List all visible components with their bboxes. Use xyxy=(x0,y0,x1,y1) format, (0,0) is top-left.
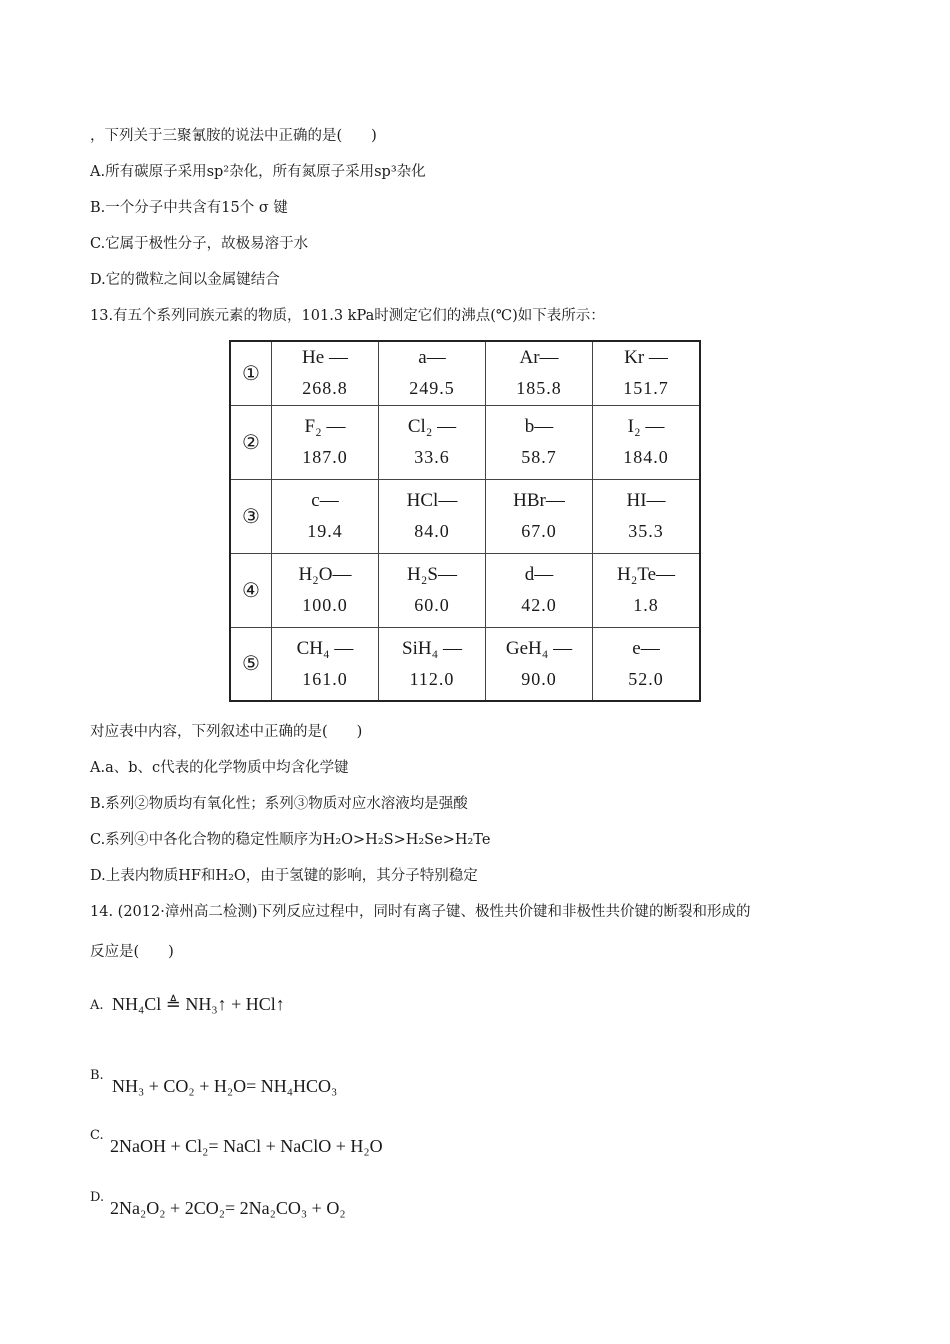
table-cell xyxy=(272,405,379,479)
table-cell xyxy=(593,405,701,479)
table-row xyxy=(230,479,700,553)
substance: SiH₄ — xyxy=(402,637,462,659)
substance: a— xyxy=(418,347,446,369)
table-cell xyxy=(272,553,379,627)
boiling-point: 100.0 xyxy=(302,595,348,615)
q14-equation-b: NH₃ + CO₂ + H₂O= NH₄HCO₃ xyxy=(112,1076,338,1096)
substance: F₂ — xyxy=(304,416,346,437)
boiling-point: 184.0 xyxy=(623,447,669,467)
table-row xyxy=(230,627,700,701)
q13-after-table: 对应表中内容，下列叙述中正确的是( ) xyxy=(90,724,363,740)
substance: HI— xyxy=(626,490,666,511)
boiling-point-table xyxy=(229,340,701,702)
substance: I₂ — xyxy=(627,416,665,437)
table-row xyxy=(230,341,700,405)
substance: Ar— xyxy=(519,347,559,369)
boiling-point: 268.8 xyxy=(302,378,348,399)
table-cell xyxy=(272,479,379,553)
boiling-point: 187.0 xyxy=(302,447,348,467)
boiling-point: 1.8 xyxy=(633,595,659,615)
q14-stem-line1: 14. (2012·漳州高二检测)下列反应过程中，同时有离子键、极性共价键和非极性共价键的断裂和形成的 xyxy=(90,904,751,920)
boiling-point: 185.8 xyxy=(516,378,562,399)
q14-equation-a: NH₄Cl ≜ NH₃↑ + HCl↑ xyxy=(112,994,285,1014)
table-cell xyxy=(486,405,593,479)
boiling-point: 161.0 xyxy=(302,668,348,689)
substance: c— xyxy=(311,490,339,511)
table-cell xyxy=(272,341,379,405)
substance: HCl— xyxy=(406,490,458,511)
q12-option-d: D.它的微粒之间以金属键结合 xyxy=(90,272,280,288)
table-cell xyxy=(379,405,486,479)
substance: Cl₂ — xyxy=(407,416,457,437)
boiling-point: 67.0 xyxy=(521,521,557,541)
substance: H₂S— xyxy=(407,564,457,585)
boiling-point: 90.0 xyxy=(521,668,557,689)
q14-stem-line2: 反应是( ) xyxy=(90,944,174,960)
series-label: ⑤ xyxy=(230,627,272,701)
boiling-point: 19.4 xyxy=(307,521,343,541)
table-cell xyxy=(593,553,701,627)
table-row xyxy=(230,405,700,479)
q13-option-b: B.系列②物质均有氧化性；系列③物质对应水溶液均是强酸 xyxy=(90,796,468,812)
substance: HBr— xyxy=(513,490,565,511)
boiling-point: 33.6 xyxy=(414,447,450,467)
q13-stem: 13.有五个系列同族元素的物质，101.3 kPa时测定它们的沸点(℃)如下表所示： xyxy=(90,308,605,324)
table-cell xyxy=(593,627,701,701)
table-cell xyxy=(379,479,486,553)
table-cell xyxy=(486,627,593,701)
q12-option-b: B.一个分子中共含有15个 σ 键 xyxy=(90,200,288,216)
table-cell xyxy=(486,341,593,405)
table-cell xyxy=(486,479,593,553)
q14-option-a-label: A. xyxy=(90,998,104,1013)
table-cell xyxy=(379,341,486,405)
series-label: ④ xyxy=(230,553,272,627)
substance: Kr — xyxy=(624,347,668,369)
boiling-point: 52.0 xyxy=(628,668,664,689)
substance: H₂O— xyxy=(298,564,352,585)
series-label: ② xyxy=(230,405,272,479)
q12-option-a: A.所有碳原子采用sp²杂化，所有氮原子采用sp³杂化 xyxy=(90,164,426,180)
table-cell xyxy=(379,553,486,627)
substance: CH₄ — xyxy=(296,637,354,659)
table-cell xyxy=(379,627,486,701)
table-cell xyxy=(593,341,701,405)
q14-option-d-label: D. xyxy=(90,1190,105,1205)
boiling-point: 249.5 xyxy=(409,378,455,399)
table-row xyxy=(230,553,700,627)
q13-option-a: A.a、b、c代表的化学物质中均含化学键 xyxy=(90,760,349,776)
substance: e— xyxy=(632,637,660,659)
boiling-point: 84.0 xyxy=(414,521,450,541)
series-label: ① xyxy=(230,341,272,405)
q14-equation-c: 2NaOH + Cl₂= NaCl + NaClO + H₂O xyxy=(110,1136,383,1156)
q12-option-c: C.它属于极性分子，故极易溶于水 xyxy=(90,236,309,252)
q14-option-c-label: C. xyxy=(90,1128,104,1143)
table-cell xyxy=(486,553,593,627)
boiling-point: 58.7 xyxy=(521,447,557,467)
boiling-point: 60.0 xyxy=(414,595,450,615)
q14-option-b-label: B. xyxy=(90,1068,104,1083)
substance: b— xyxy=(524,416,554,437)
boiling-point: 151.7 xyxy=(623,378,669,399)
q12-stem: ，下列关于三聚氰胺的说法中正确的是( ) xyxy=(90,128,377,144)
table-cell xyxy=(272,627,379,701)
q13-option-d: D.上表内物质HF和H₂O，由于氢键的影响，其分子特别稳定 xyxy=(90,868,478,884)
boiling-point: 112.0 xyxy=(409,668,455,689)
q14-equation-d: 2Na₂O₂ + 2CO₂= 2Na₂CO₃ + O₂ xyxy=(110,1198,346,1218)
series-label: ③ xyxy=(230,479,272,553)
table-cell xyxy=(593,479,701,553)
substance: d— xyxy=(524,564,554,585)
substance: H₂Te— xyxy=(616,564,676,585)
q13-option-c: C.系列④中各化合物的稳定性顺序为H₂O>H₂S>H₂Se>H₂Te xyxy=(90,832,491,848)
boiling-point: 42.0 xyxy=(521,595,557,615)
substance: He — xyxy=(302,347,348,369)
substance: GeH₄ — xyxy=(505,637,573,659)
boiling-point: 35.3 xyxy=(628,521,664,541)
